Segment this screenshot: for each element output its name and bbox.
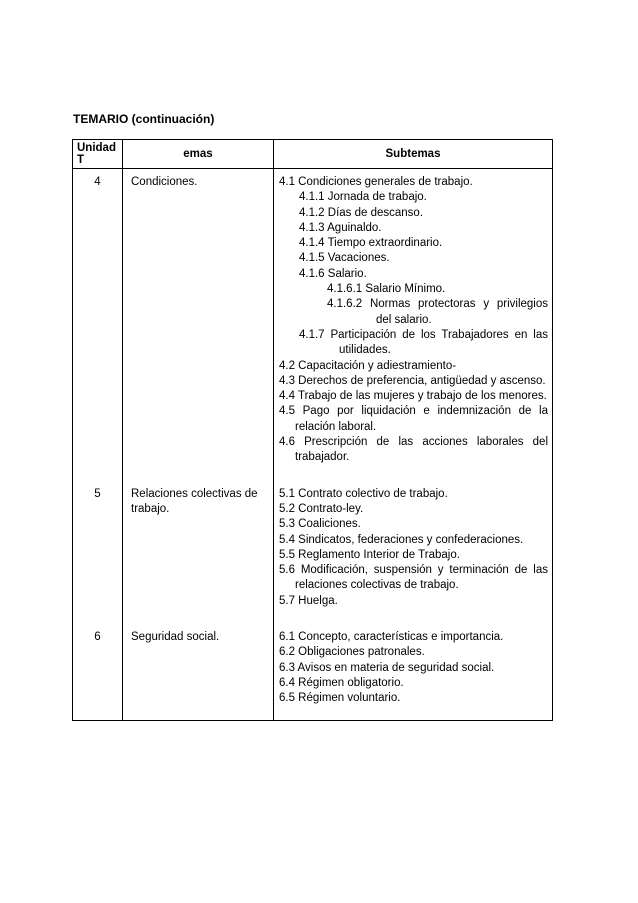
subtema-item: 4.1.6 Salario. <box>299 267 367 280</box>
subtema-item: 6.4 Régimen obligatorio. <box>279 676 404 689</box>
subtema-item: 4.3 Derechos de preferencia, antigüedad y ascenso. <box>279 374 546 387</box>
subtema-item: 4.1.1 Jornada de trabajo. <box>299 191 427 204</box>
subtema-item: 6.5 Régimen voluntario. <box>279 692 401 705</box>
table-row <box>73 169 553 481</box>
header-unidad: Unidad T <box>73 140 123 169</box>
tema-name: Relaciones colectivas de trabajo. <box>123 481 274 624</box>
subtema-item: 5.6 Modificación, suspensión y terminación de las relaciones colectivas de trabajo. <box>279 564 548 592</box>
subtema-item: 4.1.3 Aguinaldo. <box>299 221 382 234</box>
subtema-item: 6.2 Obligaciones patronales. <box>279 646 425 659</box>
subtema-item: 4.4 Trabajo de las mujeres y trabajo de los menores. <box>279 390 547 403</box>
header-temas: emas <box>123 140 274 169</box>
subtema-item: 4.5 Pago por liquidación e indemnización de la relación laboral. <box>279 405 548 433</box>
table-row <box>73 481 553 624</box>
subtema-item: 4.1.2 Días de descanso. <box>299 206 424 219</box>
tema-name: Seguridad social. <box>123 624 274 720</box>
subtema-item: 4.6 Prescripción de las acciones laborales del trabajador. <box>279 436 548 464</box>
subtema-item: 4.2 Capacitación y adiestramiento- <box>279 359 457 372</box>
subtemas-cell <box>274 169 553 481</box>
subtema-item: 5.5 Reglamento Interior de Trabajo. <box>279 548 460 561</box>
subtema-item: 4.1.5 Vacaciones. <box>299 252 390 265</box>
temario-table <box>72 139 553 721</box>
header-subtemas: Subtemas <box>274 140 553 169</box>
subtemas-cell <box>274 481 553 624</box>
subtema-item: 6.3 Avisos en materia de seguridad social. <box>279 661 495 674</box>
subtema-item: 4.1.4 Tiempo extraordinario. <box>299 237 443 250</box>
table-row <box>73 624 553 720</box>
tema-name: Condiciones. <box>123 169 274 481</box>
table-header-row <box>73 140 553 169</box>
subtema-item: 4.1 Condiciones generales de trabajo. <box>279 176 473 188</box>
subtema-item: 6.1 Concepto, características e importancia. <box>279 631 504 644</box>
subtema-item: 5.3 Coaliciones. <box>279 518 361 531</box>
unit-number: 6 <box>73 624 123 720</box>
unit-number: 4 <box>73 169 123 481</box>
subtema-item: 5.2 Contrato-ley. <box>279 502 364 515</box>
subtema-item: 4.1.7 Participación de los Trabajadores en las utilidades. <box>299 328 548 357</box>
unit-number: 5 <box>73 481 123 624</box>
subtema-item: 4.1.6.1 Salario Mínimo. <box>327 283 446 296</box>
subtema-item: 5.1 Contrato colectivo de trabajo. <box>279 487 448 500</box>
subtemas-cell <box>274 624 553 720</box>
subtema-item: 4.1.6.2 Normas protectoras y privilegios del salario. <box>327 298 548 326</box>
subtema-item: 5.7 Huelga. <box>279 594 338 607</box>
subtema-item: 5.4 Sindicatos, federaciones y confederaciones. <box>279 533 524 546</box>
section-title: TEMARIO (continuación) <box>73 112 215 126</box>
